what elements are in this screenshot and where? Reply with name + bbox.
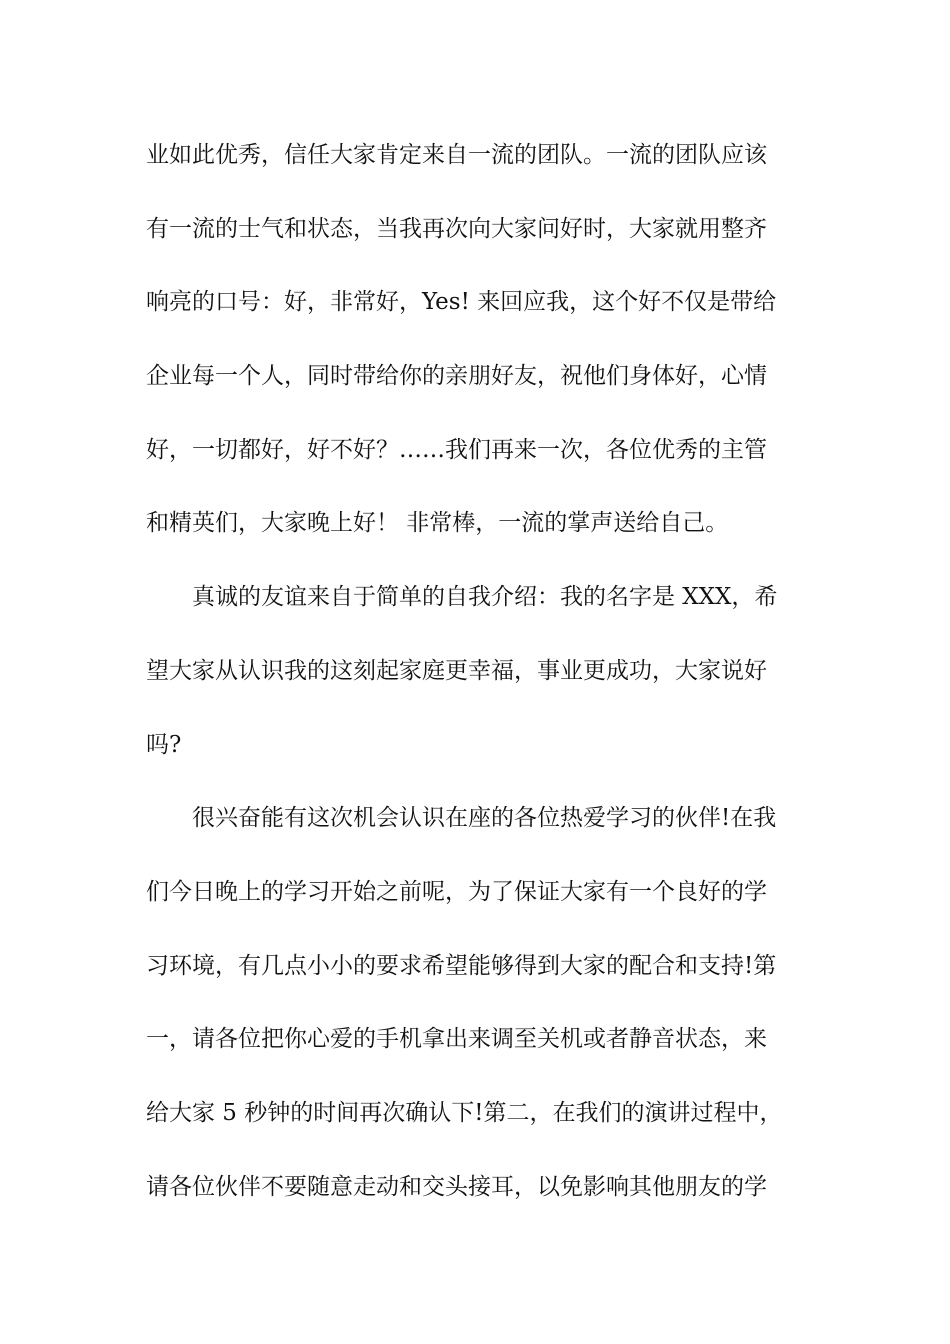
text-line-8: 望大家从认识我的这刻起家庭更幸福，事业更成功，大家说好 xyxy=(146,657,767,684)
text-line-9: 吗? xyxy=(146,731,182,758)
text-line-10: 很兴奋能有这次机会认识在座的各位热爱学习的伙伴!在我 xyxy=(192,805,777,832)
text-line-4: 企业每一个人，同时带给你的亲朋好友，祝他们身体好，心情 xyxy=(146,363,767,390)
document-body xyxy=(146,130,816,1235)
text-line-5: 好，一切都好，好不好？……我们再来一次，各位优秀的主管 xyxy=(146,436,767,463)
text-line-13: 一，请各位把你心爱的手机拿出来调至关机或者静音状态，来 xyxy=(146,1026,767,1053)
text-line-15: 请各位伙伴不要随意走动和交头接耳，以免影响其他朋友的学 xyxy=(146,1173,767,1200)
text-line-2: 有一流的士气和状态，当我再次向大家问好时，大家就用整齐 xyxy=(146,215,767,242)
text-line-3: 响亮的口号：好，非常好，Yes! 来回应我，这个好不仅是带给 xyxy=(146,289,777,316)
text-line-12: 习环境，有几点小小的要求希望能够得到大家的配合和支持!第 xyxy=(146,952,777,979)
text-line-6: 和精英们，大家晚上好！ 非常棒，一流的掌声送给自己。 xyxy=(146,510,729,537)
text-line-14: 给大家 5 秒钟的时间再次确认下!第二，在我们的演讲过程中， xyxy=(146,1099,783,1126)
text-line-11: 们今日晚上的学习开始之前呢，为了保证大家有一个良好的学 xyxy=(146,878,767,905)
text-line-1: 业如此优秀，信任大家肯定来自一流的团队。一流的团队应该 xyxy=(146,142,767,168)
text-line-7: 真诚的友谊来自于简单的自我介绍：我的名字是 XXX，希 xyxy=(192,584,778,611)
